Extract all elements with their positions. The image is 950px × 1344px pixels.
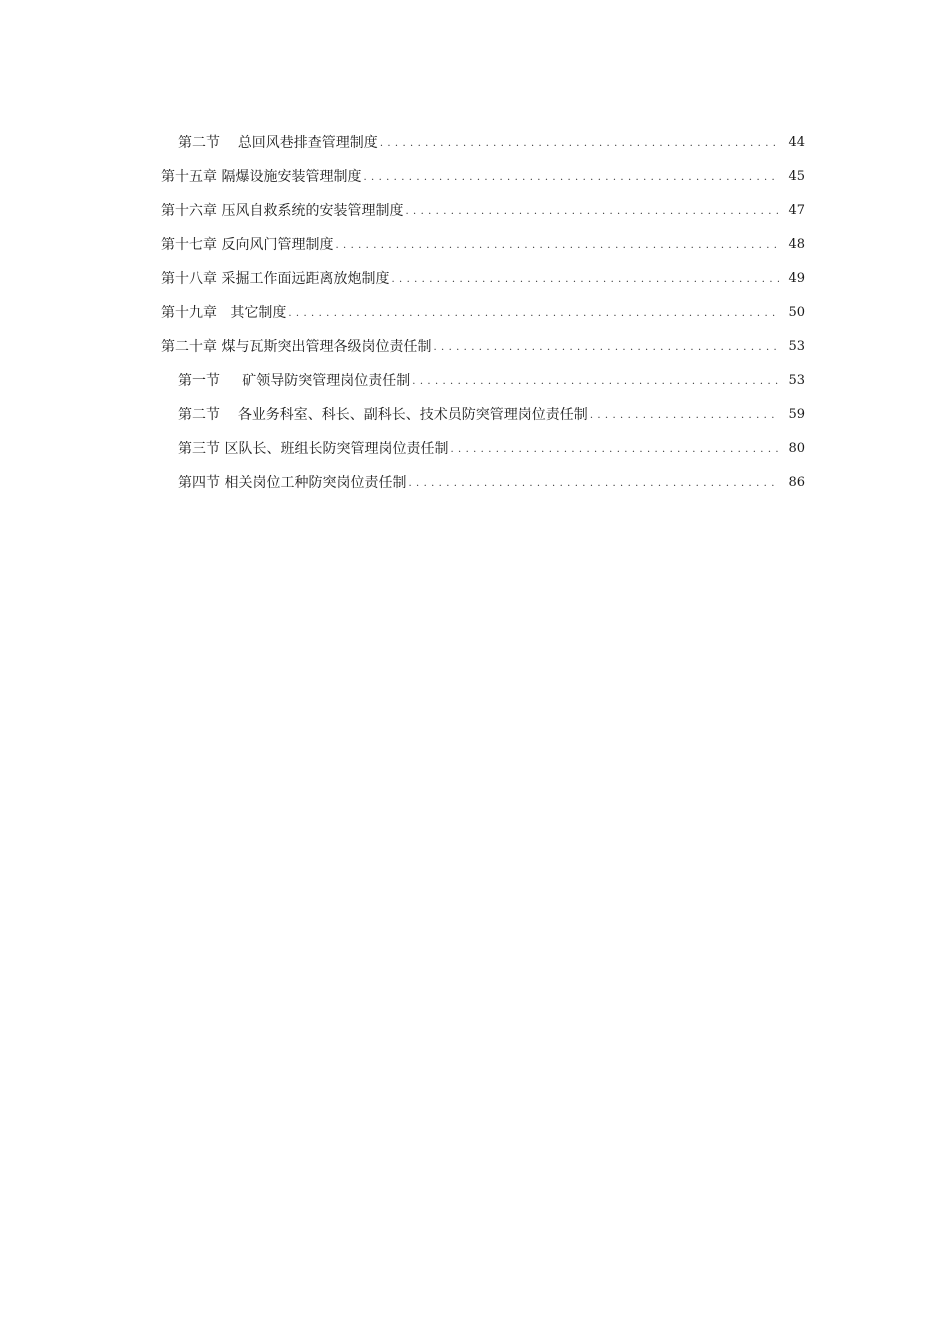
toc-entry-separator (217, 303, 230, 323)
toc-entry[interactable] (0, 194, 950, 228)
toc-entry-title: 区队长、班组长防突管理岗位责任制 (224, 441, 449, 457)
toc-entry-title: 采掘工作面远距离放炮制度 (221, 271, 390, 287)
toc-entry-page: 53 (788, 339, 805, 354)
toc-entry-page: 47 (788, 203, 805, 218)
toc-entry-title: 反向风门管理制度 (221, 237, 334, 253)
toc-leader-dots (408, 473, 779, 493)
toc-entry-label: 第二节 (178, 135, 220, 151)
toc-entry-page: 80 (788, 441, 805, 456)
toc-entry-page: 53 (788, 373, 805, 388)
toc-entry-page: 50 (788, 305, 805, 320)
toc-entry-separator (220, 405, 238, 425)
toc-entry[interactable] (0, 296, 950, 330)
toc-entry-label: 第十七章 (161, 237, 217, 253)
toc-leader-dots (590, 405, 779, 425)
toc-entry-title: 压风自救系统的安装管理制度 (221, 203, 404, 219)
toc-entry-label: 第十六章 (161, 203, 217, 219)
toc-entry[interactable] (0, 330, 950, 364)
toc-entry[interactable] (0, 262, 950, 296)
toc-entry-page: 45 (788, 169, 805, 184)
toc-entry[interactable] (0, 228, 950, 262)
toc-entry-title: 矿领导防突管理岗位责任制 (242, 373, 411, 389)
toc-leader-dots (405, 201, 779, 221)
toc-entry-label: 第一节 (178, 373, 220, 389)
toc-entry-label: 第二十章 (161, 339, 217, 355)
toc-entry[interactable] (0, 466, 950, 500)
toc-entry-separator (220, 133, 238, 153)
toc-leader-dots (391, 269, 779, 289)
toc-entry-page: 44 (788, 135, 805, 150)
toc-entry[interactable] (0, 160, 950, 194)
toc-entry-page: 48 (788, 237, 805, 252)
toc-entry-page: 59 (788, 407, 805, 422)
toc-entry[interactable] (0, 432, 950, 466)
toc-entry-label: 第二节 (178, 407, 220, 423)
toc-entry-label: 第十八章 (161, 271, 217, 287)
toc-leader-dots (412, 371, 779, 391)
toc-entry-title: 隔爆设施安装管理制度 (221, 169, 362, 185)
toc-entry-title: 各业务科室、科长、副科长、技术员防突管理岗位责任制 (237, 407, 588, 423)
toc-leader-dots (363, 167, 779, 187)
toc-entry-label: 第十九章 (161, 305, 217, 321)
toc-leader-dots (380, 133, 779, 153)
toc-leader-dots (450, 439, 779, 459)
toc-entry-label: 第十五章 (161, 169, 217, 185)
toc-entry-label: 第三节 (178, 441, 220, 457)
table-of-contents (0, 126, 950, 500)
toc-entry-title: 相关岗位工种防突岗位责任制 (224, 475, 407, 491)
toc-leader-dots (433, 337, 779, 357)
toc-entry-page: 49 (788, 271, 805, 286)
toc-entry-separator (220, 371, 242, 391)
toc-entry-title: 总回风巷排查管理制度 (237, 135, 378, 151)
toc-entry[interactable] (0, 126, 950, 160)
toc-entry[interactable] (0, 398, 950, 432)
toc-entry-title: 其它制度 (230, 305, 287, 321)
toc-entry-label: 第四节 (178, 475, 220, 491)
toc-entry-page: 86 (788, 475, 805, 490)
toc-leader-dots (335, 235, 779, 255)
toc-leader-dots (288, 303, 779, 323)
toc-entry[interactable] (0, 364, 950, 398)
toc-entry-title: 煤与瓦斯突出管理各级岗位责任制 (221, 339, 432, 355)
